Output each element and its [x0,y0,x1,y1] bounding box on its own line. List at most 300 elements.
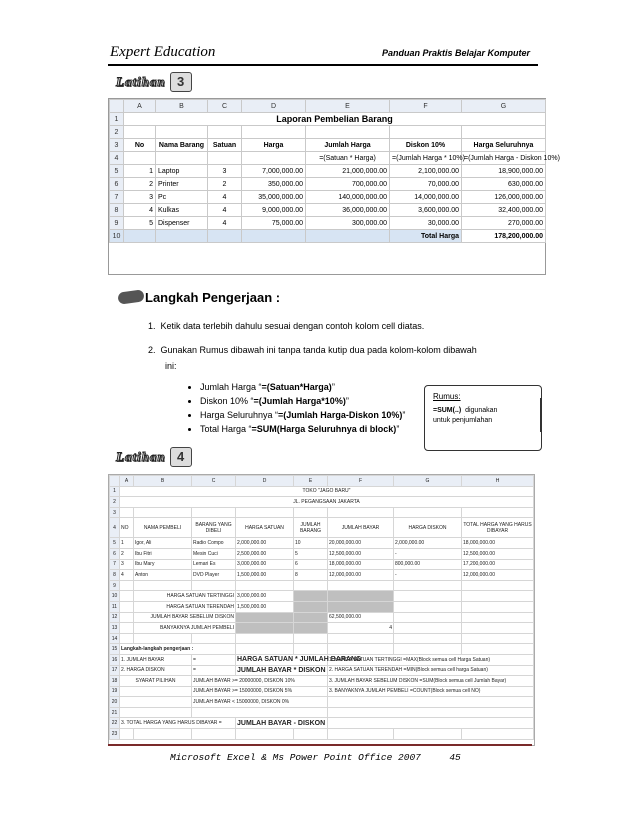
table-cell [294,644,328,655]
table-cell: Igor, Ali [134,538,192,549]
table-cell: 13 [110,623,120,634]
table-cell: 4 [120,570,134,581]
table-cell: 2. HARGA SATUAN TERENDAH =MIN(Block semua cell harga Satuan) [328,665,534,676]
table-cell [236,729,294,740]
table-cell: 10 [294,538,328,549]
note-arrow [540,398,542,432]
table-cell: 4 [124,204,156,217]
badge-number: 4 [170,447,192,467]
table-cell: JUMLAH BAYAR - DISKON [236,718,328,729]
footer-divider [108,744,532,746]
table-cell: 20 [110,697,120,708]
table-cell [156,230,208,243]
table-cell: Pc [156,191,208,204]
table-row [110,548,534,559]
table-cell [192,729,236,740]
table-cell: E [306,100,390,113]
table-cell [294,591,328,602]
table-row [110,612,534,623]
table-cell: 8 [294,570,328,581]
table-cell: 62,500,000.00 [328,612,394,623]
table-cell [124,152,156,165]
table-cell [110,100,124,113]
table-cell [120,601,134,612]
table-cell: 3. TOTAL HARGA YANG HARUS DIBAYAR = [120,718,236,729]
table-cell: Ibu Fitri [134,548,192,559]
table-cell: Dispenser [156,217,208,230]
table-cell: 6 [294,559,328,570]
table-cell: =(Satuan * Harga) [306,152,390,165]
table-cell [328,729,394,740]
header-subtitle: Panduan Praktis Belajar Komputer [382,48,531,58]
table-cell: 14,000,000.00 [390,191,462,204]
badge-word: Latihan [116,449,166,464]
table-cell: 75,000.00 [242,217,306,230]
table-row [110,204,546,217]
table-row [110,718,534,729]
table-cell: 3. BANYAKNYA JUMLAH PEMBELI =COUNT(Block semua cell NO) [328,686,534,697]
table-cell: 16 [110,654,120,665]
table-cell [294,507,328,518]
table-cell: NO [120,518,134,538]
table-row [110,665,534,676]
table-cell: 10 [110,230,124,243]
table-cell: Printer [156,178,208,191]
table-cell [394,507,462,518]
table-cell: Mesin Cuci [192,548,236,559]
table-cell: 4 [208,204,242,217]
table-cell: 4 [328,623,394,634]
table-cell [294,729,328,740]
table-cell: 30,000.00 [390,217,462,230]
table-row [110,497,534,508]
formula-note: Rumus: =SUM(..) digunakan untuk penjumlahan [424,385,542,451]
table-cell: 700,000.00 [306,178,390,191]
table-cell: 2,100,000.00 [390,165,462,178]
table-cell: 2 [120,548,134,559]
table-cell: 2 [110,126,124,139]
table-cell [156,126,208,139]
table-cell: 17,200,000.00 [462,559,534,570]
table-cell [294,633,328,644]
table-row [110,601,534,612]
table-cell: 12,000,000.00 [462,570,534,581]
table-cell: 3 [208,165,242,178]
table-cell: 140,000,000.00 [306,191,390,204]
table-cell [462,591,534,602]
table-cell [242,126,306,139]
table-cell: 5 [294,548,328,559]
table-cell: 1 [120,538,134,549]
table-cell: 22 [110,718,120,729]
table-cell: 11 [110,601,120,612]
table-row [110,591,534,602]
table-cell: Diskon 10% [390,139,462,152]
table-cell: 20,000,000.00 [328,538,394,549]
table-cell [394,729,462,740]
table-cell: HARGA SATUAN [236,518,294,538]
table-row [110,676,534,687]
table-row [110,507,534,518]
table-cell: A [120,476,134,487]
table-cell [192,633,236,644]
table-cell [328,591,394,602]
table-cell [236,580,294,591]
table-cell: 630,000.00 [462,178,546,191]
table-cell: 18 [110,676,120,687]
table-cell: 32,400,000.00 [462,204,546,217]
table-cell [328,507,394,518]
table-row [110,152,546,165]
table-cell: SYARAT PILIHAN [120,676,192,687]
table-cell: 2,000,000.00 [394,538,462,549]
table-cell: 2,500,000.00 [236,548,294,559]
table-cell [236,623,294,634]
table-cell: 12,500,000.00 [462,548,534,559]
table-cell: 9 [110,580,120,591]
table-cell [394,601,462,612]
table-row [110,729,534,740]
table-cell: NAMA PEMBELI [134,518,192,538]
table-cell [110,476,120,487]
header-divider [108,64,538,66]
table-cell [120,507,134,518]
table-cell: Langkah-langkah pengerjaan : [120,644,236,655]
table-cell: H [462,476,534,487]
exercise-badge-3 [116,72,192,92]
table-cell: =(Jumlah Harga * 10%) [390,152,462,165]
table-cell: Harga [242,139,306,152]
table-cell: 18,900,000.00 [462,165,546,178]
table-cell [120,580,134,591]
table-cell: 8 [110,570,120,581]
table-cell [192,507,236,518]
table-cell [134,580,192,591]
table-cell [394,591,462,602]
table-cell: 270,000.00 [462,217,546,230]
badge-word: Latihan [116,74,166,89]
table-cell: 7 [110,191,124,204]
table-cell: Satuan [208,139,242,152]
table-cell: 21 [110,707,120,718]
table-cell: JUMLAH BAYAR >= 15000000, DISKON 5% [192,686,328,697]
table-cell [134,633,192,644]
table-cell [294,601,328,612]
table-row [110,126,546,139]
table-cell [208,230,242,243]
table-cell [208,126,242,139]
table-cell [306,230,390,243]
list-item: • Total Harga “=SUM(Harga Seluruhnya di block)” [200,422,405,436]
table-cell: 12,500,000.00 [328,548,394,559]
table-cell [462,623,534,634]
table-cell: JUMLAH BAYAR < 15000000, DISKON 0% [192,697,328,708]
table-cell: G [394,476,462,487]
table-cell: 36,000,000.00 [306,204,390,217]
table-cell: 1,500,000.00 [236,570,294,581]
table-cell: - [394,570,462,581]
table-cell: 1 [110,486,120,497]
badge-number: 3 [170,72,192,92]
table-cell [120,729,134,740]
list-item: • Diskon 10% “=(Jumlah Harga*10%)” [200,394,405,408]
table-cell: 2. HARGA DISKON [120,665,192,676]
table-cell: 4 [208,191,242,204]
table-cell [294,623,328,634]
table-cell [192,707,328,718]
table-cell [236,644,294,655]
table-cell [120,612,134,623]
table-cell: Radio Compo [192,538,236,549]
table-cell [124,126,156,139]
table-cell: 2 [208,178,242,191]
table-cell: 12 [110,612,120,623]
table-cell: 19 [110,686,120,697]
table-cell: 9,000,000.00 [242,204,306,217]
table-row [110,580,534,591]
table-cell [462,601,534,612]
table-cell [120,623,134,634]
table-cell: 1 [110,113,124,126]
table-cell: G [462,100,546,113]
table-cell [328,718,534,729]
table-cell: 300,000.00 [306,217,390,230]
table-cell: Anton [134,570,192,581]
table-cell: 3,000,000.00 [236,591,294,602]
table-cell: 12,000,000.00 [328,570,394,581]
column-header-row [110,100,546,113]
table-cell: 3 [110,139,124,152]
table-row [110,686,534,697]
table-cell: D [236,476,294,487]
spreadsheet-exercise-3 [108,98,560,275]
table-row [110,113,546,126]
mouse-icon [117,289,144,305]
table-cell: 4 [208,217,242,230]
table-cell [390,126,462,139]
table-cell: JUMLAH BAYAR SEBELUM DISKON [134,612,236,623]
table-cell [394,623,462,634]
table-row [110,697,534,708]
spreadsheet-exercise-4 [108,474,535,746]
table-cell: JUMLAH BAYAR >= 20000000, DISKON 10% [192,676,328,687]
steps-title: Langkah Pengerjaan : [145,290,281,305]
table-cell [294,580,328,591]
table-cell: E [294,476,328,487]
table-cell [394,633,462,644]
table-cell: JL. PEGANGSAAN JAKARTA [120,497,534,508]
table-cell: JUMLAH BAYAR [328,518,394,538]
table-cell: 4 [110,518,120,538]
table-cell: 350,000.00 [242,178,306,191]
table-cell: JUMLAH BARANG [294,518,328,538]
table-cell [394,644,462,655]
table-cell [236,507,294,518]
table-cell [242,152,306,165]
table-cell: BARANG YANG DIBELI [192,518,236,538]
table-row [110,707,534,718]
table-cell: 21,000,000.00 [306,165,390,178]
list-item: • Jumlah Harga “=(Satuan*Harga)” [200,380,405,394]
table-row [110,486,534,497]
table-row [110,633,534,644]
table-cell: 70,000.00 [390,178,462,191]
table-cell: HARGA SATUAN TERTINGGI [134,591,236,602]
table-row [110,178,546,191]
table-cell: Ibu Mary [134,559,192,570]
table-cell: B [134,476,192,487]
formula-list [184,380,405,436]
table-cell [208,152,242,165]
table-cell: A [124,100,156,113]
table-cell [328,644,394,655]
table-cell [236,612,294,623]
table-cell: 1,500,000.00 [236,601,294,612]
table-cell: 18,000,000.00 [462,538,534,549]
table-cell: 2,000,000.00 [236,538,294,549]
table-row [110,644,534,655]
table-cell: 1. JUMLAH BAYAR [120,654,192,665]
table-cell [462,633,534,644]
table-cell: HARGA SATUAN TERENDAH [134,601,236,612]
table-cell: 15 [110,644,120,655]
step-1: 1. Ketik data terlebih dahulu sesuai dengan contoh kolom cell diatas. [148,321,425,331]
table-cell [242,230,306,243]
table-cell: DVD Player [192,570,236,581]
table-cell: C [208,100,242,113]
table-cell [120,633,134,644]
table-cell: 3 [124,191,156,204]
table-row [110,570,534,581]
table-cell [120,686,192,697]
table-row [110,139,546,152]
table-cell: 4 [110,152,124,165]
table-cell: Harga Seluruhnya [462,139,546,152]
table-cell: =(Jumlah Harga - Diskon 10%) [462,152,546,165]
table-row [110,518,534,538]
table-cell [328,633,394,644]
table-cell: JUMLAH BAYAR * DISKON [237,666,326,674]
table-cell: 3 [120,559,134,570]
table-cell [462,644,534,655]
table-cell: 2 [110,497,120,508]
table-cell: C [192,476,236,487]
table-cell: Laptop [156,165,208,178]
table-cell [120,591,134,602]
table-cell: 14 [110,633,120,644]
table-cell: HARGA DISKON [394,518,462,538]
table-cell [328,697,534,708]
table-cell [192,580,236,591]
table-cell: Nama Barang [156,139,208,152]
table-cell: B [156,100,208,113]
table-cell: 5 [110,538,120,549]
table-cell [462,612,534,623]
table-cell: BANYAKNYA JUMLAH PEMBELI [134,623,236,634]
table-row [110,559,534,570]
table-cell: - [394,548,462,559]
table-cell [156,152,208,165]
table-cell [328,707,534,718]
list-item: • Harga Seluruhnya “=(Jumlah Harga-Diskon 10%)” [200,408,405,422]
table-cell: 1. HARGA SATUAN TERTINGGI =MAX(Block semua cell Harga Satuan) [328,654,534,665]
table-row [110,165,546,178]
table-cell: 6 [110,178,124,191]
table-cell: 8 [110,204,124,217]
table-cell [462,729,534,740]
table-cell: 10 [110,591,120,602]
table-cell: 7 [110,559,120,570]
page-number: 45 [449,752,461,763]
table-cell [134,729,192,740]
table-cell [120,707,192,718]
table-cell [236,633,294,644]
table-cell: 5 [110,165,124,178]
table-cell: 3 [110,507,120,518]
table-cell [462,507,534,518]
table-cell: 17 [110,665,120,676]
table-cell: = [192,654,236,665]
table-cell: F [328,476,394,487]
table-cell: 23 [110,729,120,740]
table-cell: F [390,100,462,113]
table-cell [394,612,462,623]
table-cell [394,580,462,591]
table-row [110,217,546,230]
table-cell: HARGA SATUAN * JUMLAH BARANG [237,656,362,664]
table-cell: 3,000,000.00 [236,559,294,570]
table-cell: = [192,665,236,676]
table-cell [328,580,394,591]
table-cell: TOKO "JAGO BARU" [120,486,534,497]
table-cell: 800,000.00 [394,559,462,570]
table-cell: 35,000,000.00 [242,191,306,204]
total-value: 178,200,000.00 [462,230,546,243]
table-cell: 9 [110,217,124,230]
table-cell: 1 [124,165,156,178]
header-title: Expert Education [110,44,216,60]
table-cell: 18,000,000.00 [328,559,394,570]
table-cell [462,126,546,139]
table-row [110,191,546,204]
table-cell: D [242,100,306,113]
table-cell [462,580,534,591]
table-cell: 5 [124,217,156,230]
table-cell: Jumlah Harga [306,139,390,152]
table-cell: TOTAL HARGA YANG HARUS DIBAYAR [462,518,534,538]
table-cell: 126,000,000.00 [462,191,546,204]
table-cell [120,697,192,708]
table-cell [294,612,328,623]
table-cell [134,507,192,518]
step-2: 2. Gunakan Rumus dibawah ini tanpa tanda kutip dua pada kolom-kolom dibawah ini: [148,345,477,371]
table-cell: 2 [124,178,156,191]
table-cell [306,126,390,139]
table-row [110,654,534,665]
table-cell: Kulkas [156,204,208,217]
table-cell: 3,600,000.00 [390,204,462,217]
table-cell: Lemari Es [192,559,236,570]
table-cell: 3. JUMLAH BAYAR SEBELUM DISKON =SUM(Block semua cell Jumlah Bayar) [328,676,534,687]
table-cell: 6 [110,548,120,559]
table-row [110,623,534,634]
table-cell [124,230,156,243]
exercise-badge-4 [116,447,192,467]
table-cell [328,601,394,612]
table-row [110,538,534,549]
footer: Microsoft Excel & Ms Power Point Office 2007 45 [170,752,461,763]
sheet-title: Laporan Pembelian Barang [124,113,546,126]
